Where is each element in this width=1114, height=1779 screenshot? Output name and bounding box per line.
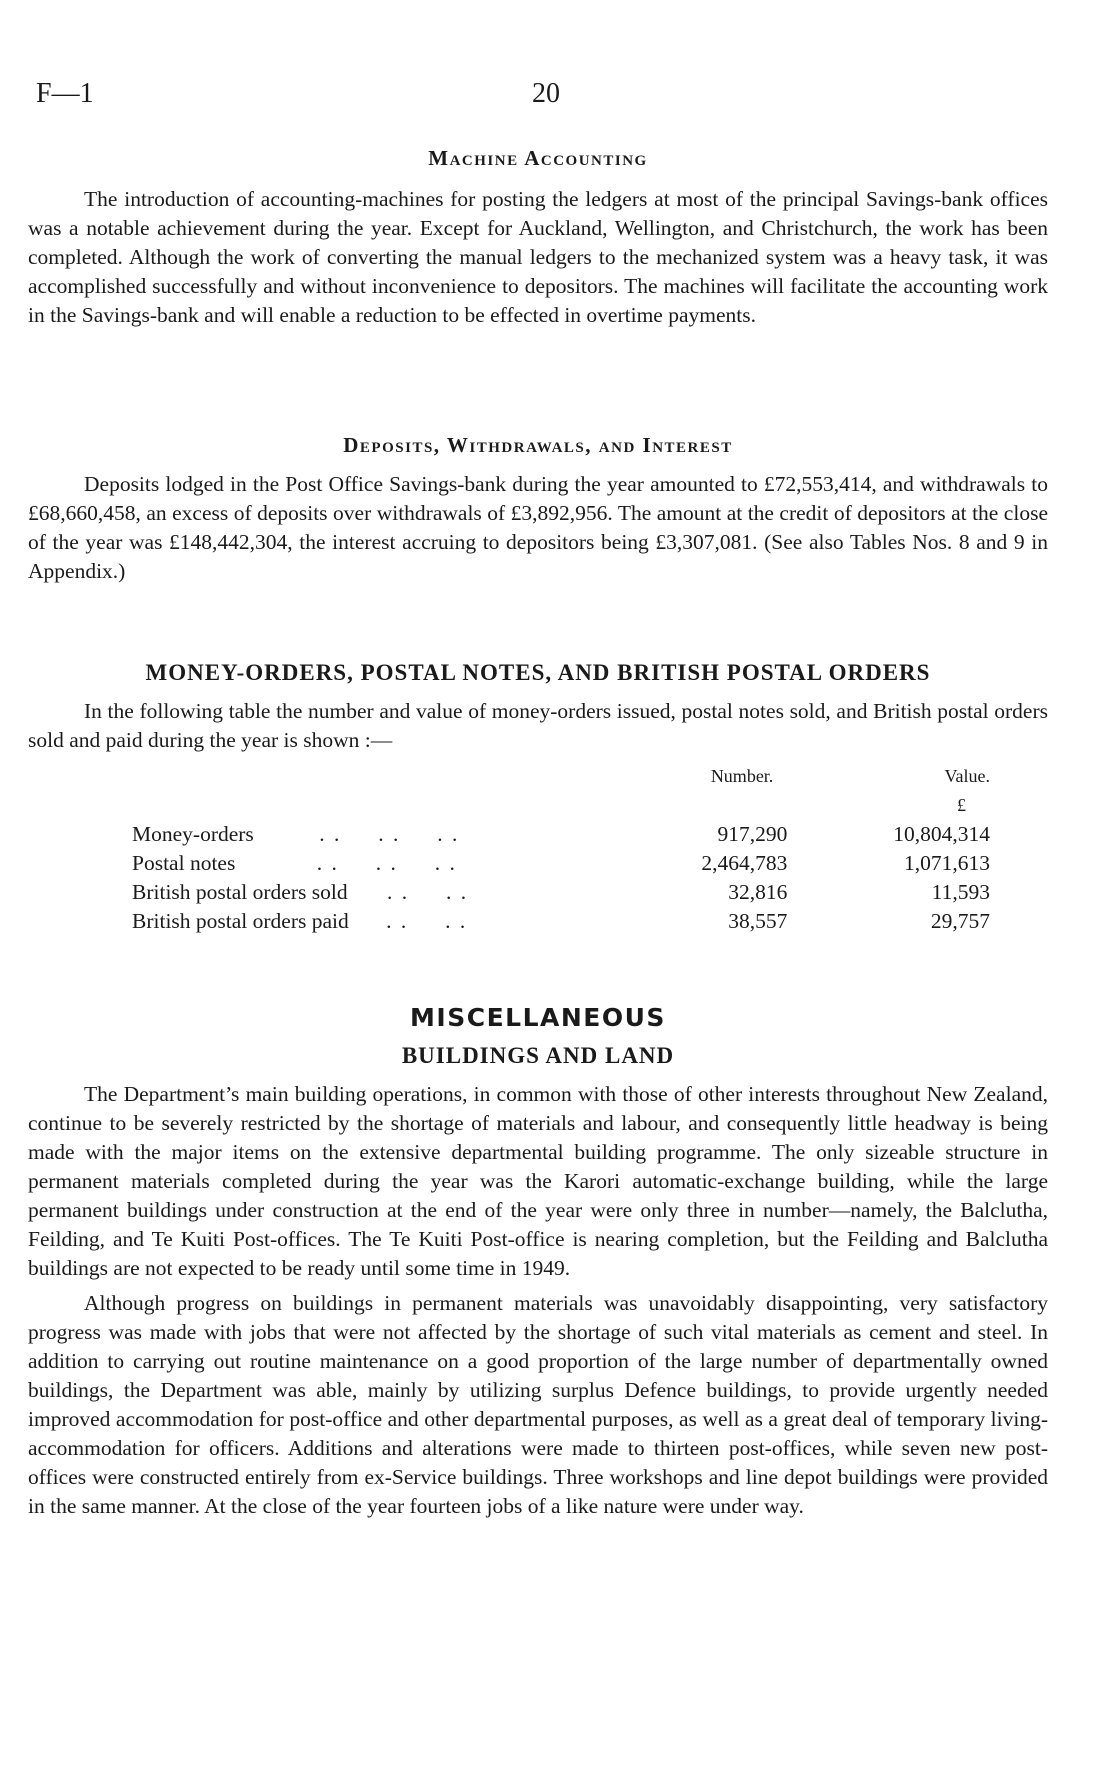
section-miscellaneous (28, 1003, 1048, 1032)
machine-accounting-body (28, 185, 1048, 330)
row-label: Money-orders (132, 822, 254, 846)
row-value: 11,593 (931, 880, 990, 904)
dot-leader: . . . . . . (319, 822, 460, 846)
table-header-row (28, 762, 1048, 791)
section-heading: MONEY-ORDERS, POSTAL NOTES, AND BRITISH POSTAL ORDERS (145, 660, 931, 685)
column-header-value: Value. (944, 766, 990, 786)
money-orders-table (28, 762, 1048, 936)
section-deposits (28, 433, 1048, 458)
row-number: 2,464,783 (701, 851, 788, 875)
money-orders-body (28, 697, 1048, 755)
paragraph: Deposits lodged in the Post Office Savings-bank during the year amounted to £72,553,414, and withdrawals to £68,660,458, an excess of deposits over withdrawals of £3,892,956. The amount at the credit of depositors at the close of the year was £148,442,304, the interest accruing to depositors being £3,307,081. (See also Tables Nos. 8 and 9 in Appendix.) (28, 472, 1048, 583)
deposits-body (28, 470, 1048, 586)
running-head (36, 78, 1046, 118)
table-row (28, 907, 1048, 936)
dot-leader: . . . . . . (316, 851, 457, 875)
row-number: 32,816 (728, 880, 788, 904)
paragraph: Although progress on buildings in permanent materials was unavoidably disappointing, very satisfactory progress was made with jobs that were not affected by the shortage of such vital materials as cement and steel. In addition to carrying out routine maintenance on a good proportion of the large number of departmentally owned buildings, the Department was able, mainly by utilizing surplus Defence buildings, to provide urgently needed improved accommodation for post-office and other departmental purposes, as well as a great deal of temporary living-accommodation for officers. Additions and alterations were made to thirteen post-offices, while seven new post-offices were constructed entirely from ex-Service buildings. Three workshops and line depot buildings were provided in the same manner. At the close of the year fourteen jobs of a like nature were under way. (28, 1291, 1048, 1518)
row-value: 10,804,314 (893, 822, 990, 846)
row-number: 917,290 (717, 822, 788, 846)
table-row (28, 849, 1048, 878)
table-row (28, 878, 1048, 907)
page-number: 20 (532, 78, 560, 109)
section-heading: Deposits, Withdrawals, and Interest (343, 433, 733, 457)
paragraph: The Department’s main building operations, in common with those of other interests throughout New Zealand, continue to be severely restricted by the shortage of materials and labour, and consequently little headway is being made with the major items on the extensive departmental building programme. The only sizeable structure in permanent materials completed during the year was the Karori automatic-exchange building, while the large permanent buildings under construction at the end of the year were only three in number—namely, the Balclutha, Feilding, and Te Kuiti Post-offices. The Te Kuiti Post-office is nearing completion, but the Feilding and Balclutha buildings are not expected to be ready until some time in 1949. (28, 1082, 1048, 1280)
row-value: 29,757 (930, 909, 990, 933)
paragraph: The introduction of accounting-machines for posting the ledgers at most of the principal Savings-bank offices was a notable achievement during the year. Except for Auckland, Wellington, and Christchurch, the work has been completed. Although the work of converting the manual ledgers to the mechanized system was a heavy task, it was accomplished successfully and without inconvenience to depositors. The machines will facilitate the accounting work in the Savings-bank and will enable a reduction to be effected in overtime payments. (28, 187, 1048, 327)
row-number: 38,557 (728, 909, 788, 933)
table-header-row (28, 791, 1048, 820)
currency-symbol: £ (957, 795, 966, 815)
main-heading: MISCELLANEOUS (410, 1003, 666, 1032)
buildings-body (28, 1080, 1048, 1521)
row-value: 1,071,613 (904, 851, 990, 875)
dot-leader: . . . . (386, 880, 469, 904)
section-machine-accounting (28, 146, 1048, 171)
row-label: British postal orders sold (132, 880, 348, 904)
report-reference: F—1 (36, 78, 94, 109)
section-buildings-and-land (28, 1043, 1048, 1069)
section-subheading: BUILDINGS AND LAND (401, 1043, 675, 1068)
section-heading: Machine Accounting (428, 146, 648, 170)
dot-leader: . . . . (386, 909, 468, 933)
row-label: Postal notes (132, 851, 236, 875)
row-label: British postal orders paid (132, 909, 349, 933)
table-row (28, 820, 1048, 849)
paragraph: In the following table the number and value of money-orders issued, postal notes sold, and British postal orders sold and paid during the year is shown :— (28, 699, 1048, 752)
section-money-orders (28, 660, 1048, 686)
column-header-number: Number. (710, 766, 774, 786)
